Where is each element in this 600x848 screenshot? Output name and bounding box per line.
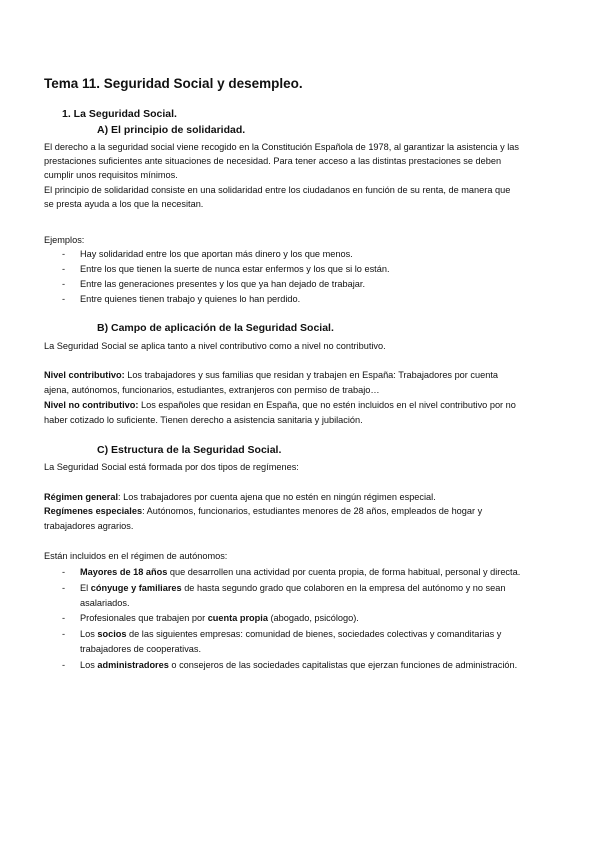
bold-term: Nivel contributivo:	[44, 370, 125, 380]
section-b-heading: B) Campo de aplicación de la Seguridad Social.	[97, 322, 334, 334]
list-dash: -	[62, 567, 66, 577]
text-run: de hasta segundo grado que colaboren en la empresa del autónomo y no sean	[181, 583, 506, 593]
list-dash: -	[62, 294, 66, 304]
paragraph-line	[44, 491, 436, 503]
list-item	[62, 582, 505, 594]
paragraph-line: cumplir unos requisitos mínimos.	[44, 170, 178, 180]
paragraph-line: La Seguridad Social está formada por dos tipos de regímenes:	[44, 462, 299, 472]
list-item-text: Hay solidaridad entre los que aportan más dinero y los que menos.	[80, 249, 353, 259]
examples-label: Ejemplos:	[44, 235, 85, 245]
list-item	[62, 293, 300, 305]
list-item	[62, 612, 359, 624]
bold-term: Regímenes especiales	[44, 506, 143, 516]
section-1-heading: 1. La Seguridad Social.	[62, 108, 177, 120]
paragraph-line: El derecho a la seguridad social viene recogido en la Constitución Española de 1978, al garantizar la asistencia y las	[44, 142, 519, 152]
page-title: Tema 11. Seguridad Social y desempleo.	[44, 76, 303, 91]
list-item-text: Entre los que tienen la suerte de nunca estar enfermos y los que si lo están.	[80, 264, 390, 274]
text-run: de las siguientes empresas: comunidad de bienes, sociedades colectivas y comanditarias y	[126, 629, 502, 639]
text-run: (abogado, psicólogo).	[267, 613, 359, 623]
text-run: Los españoles que residan en España, que no estén incluidos en el nivel contributivo por no	[138, 400, 516, 410]
text-run: Los	[80, 660, 98, 670]
list-item-text: Entre quienes tienen trabajo y quienes lo han perdido.	[80, 294, 301, 304]
text-run: El	[80, 583, 91, 593]
list-dash: -	[62, 279, 66, 289]
paragraph-line: El principio de solidaridad consiste en una solidaridad entre los ciudadanos en función de su renta, de manera que	[44, 185, 511, 195]
bold-term: Nivel no contributivo:	[44, 400, 139, 410]
bold-term: Mayores de 18 años	[80, 567, 168, 577]
paragraph-line: La Seguridad Social se aplica tanto a nivel contributivo como a nivel no contributivo.	[44, 341, 386, 351]
paragraph-line: Están incluidos en el régimen de autónomos:	[44, 551, 228, 561]
list-item-continuation: trabajadores de cooperativas.	[80, 644, 202, 654]
paragraph-line: trabajadores agrarios.	[44, 521, 134, 531]
list-dash: -	[62, 629, 66, 639]
list-dash: -	[62, 660, 66, 670]
text-run: que desarrollen una actividad por cuenta propia, de forma habitual, personal y directa.	[167, 567, 521, 577]
paragraph-line: ajena, autónomos, funcionarios, estudiantes, extranjeros con permiso de trabajo…	[44, 385, 380, 395]
text-run: Profesionales que trabajen por	[80, 613, 208, 623]
bold-term: cónyuge y familiares	[90, 583, 182, 593]
paragraph-line: prestaciones suficientes ante situaciones de necesidad. Para tener acceso a las distintas prestaciones se deben	[44, 156, 502, 166]
bold-term: cuenta propia	[207, 613, 268, 623]
bold-term: socios	[97, 629, 127, 639]
paragraph-line: haber cotizado lo suficiente. Tienen derecho a asistencia sanitaria y jubilación.	[44, 415, 363, 425]
text-run: Los trabajadores y sus familias que residan y trabajen en España: Trabajadores por cuenta	[124, 370, 498, 380]
text-run: o consejeros de las sociedades capitalistas que ejerzan funciones de administración.	[168, 660, 518, 670]
list-item-text: Entre las generaciones presentes y los que ya han dejado de trabajar.	[80, 279, 366, 289]
list-item	[62, 263, 390, 275]
list-dash: -	[62, 249, 66, 259]
list-item	[62, 659, 517, 671]
list-item	[62, 566, 520, 578]
text-run: Los	[80, 629, 98, 639]
list-item	[62, 248, 353, 260]
text-run: : Los trabajadores por cuenta ajena que no estén en ningún régimen especial.	[118, 492, 436, 502]
list-dash: -	[62, 583, 66, 593]
paragraph-line	[44, 399, 516, 411]
section-c-heading: C) Estructura de la Seguridad Social.	[97, 444, 282, 456]
section-a-heading: A) El principio de solidaridad.	[97, 124, 246, 136]
bold-term: Régimen general	[44, 492, 119, 502]
list-item	[62, 628, 501, 640]
list-dash: -	[62, 264, 66, 274]
list-item	[62, 278, 365, 290]
list-dash: -	[62, 613, 66, 623]
paragraph-line	[44, 369, 498, 381]
bold-term: administradores	[97, 660, 169, 670]
paragraph-line	[44, 505, 482, 517]
list-item-continuation: asalariados.	[80, 598, 130, 608]
paragraph-line: se presta ayuda a los que la necesitan.	[44, 199, 204, 209]
text-run: : Autónomos, funcionarios, estudiantes menores de 28 años, empleados de hogar y	[142, 506, 483, 516]
